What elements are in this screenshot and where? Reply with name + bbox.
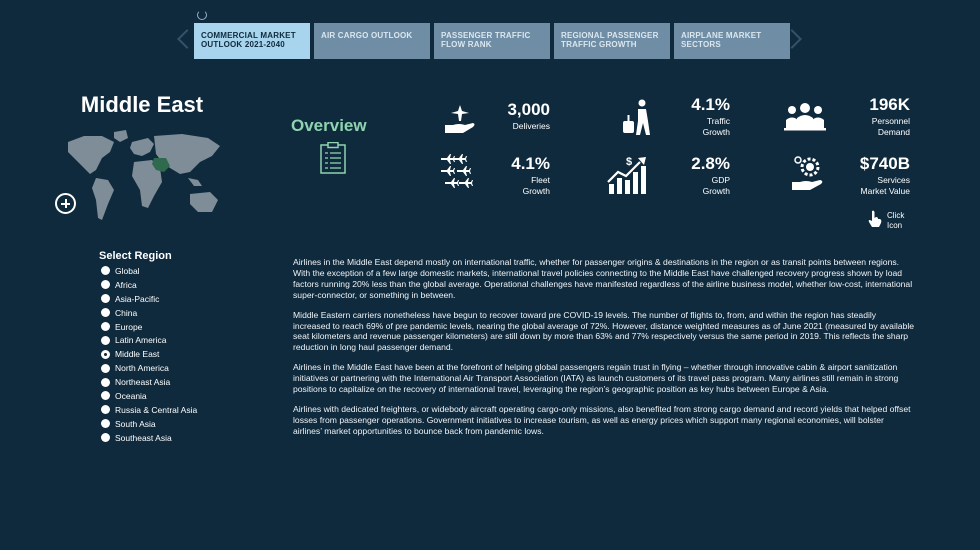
services-market-value: $740B xyxy=(859,154,910,173)
region-option-middle-east[interactable]: Middle East xyxy=(101,347,197,361)
region-option-southeast-asia[interactable]: Southeast Asia xyxy=(101,431,197,445)
paragraph: Airlines in the Middle East depend mostly on international traffic, whether for passenger origins & destinations in the region or as transit points between regions. With the exception of a few large domestic markets, international travel policies connecting to the Middle East have challenged recovery progress shown by load factors running 20% less than the global average. Operational challenges have manifested regardless of the airline business model, whether low-cost, international super-connector, or something in between. xyxy=(293,257,913,300)
radio-button[interactable] xyxy=(101,336,110,345)
radio-button[interactable] xyxy=(101,391,110,400)
svg-text:$: $ xyxy=(626,156,633,168)
paragraph: Middle Eastern carriers nonetheless have begun to recover toward pre COVID-19 levels. The number of flights to, from, and within the region has steadily increased to reach 69% of pre pandemic levels, nearing the global average of 72%. However, distance weighted measures as of June 2021 (measured by available seat kilometers and revenue passenger kilometers) are still down by more than 63% and 77% respectively versus the same period in 2019. This reflects the sharp reduction in long haul passenger demand. xyxy=(293,309,915,353)
fleet-growth-label-2: Growth xyxy=(522,186,550,196)
region-description xyxy=(293,257,915,446)
radio-button[interactable] xyxy=(101,308,110,317)
fleet-growth-label-1: Fleet xyxy=(531,175,550,185)
tab-passenger-traffic-flow-rank[interactable]: PASSENGER TRAFFIC FLOW RANK xyxy=(434,23,550,59)
gdp-growth-chart-icon[interactable] xyxy=(606,154,652,196)
personnel-demand-label-2: Demand xyxy=(877,127,910,137)
region-option-south-asia[interactable]: South Asia xyxy=(101,417,197,431)
region-option-russia-central-asia[interactable]: Russia & Central Asia xyxy=(101,403,197,417)
region-title: Middle East xyxy=(80,92,204,117)
click-icon-hint: Click Icon xyxy=(887,211,905,230)
radio-button[interactable] xyxy=(101,322,110,331)
traffic-growth-value: 4.1% xyxy=(691,95,730,114)
region-option-europe[interactable]: Europe xyxy=(101,320,197,334)
region-option-global[interactable]: Global xyxy=(101,264,197,278)
radio-button[interactable] xyxy=(101,433,110,442)
region-option-oceania[interactable]: Oceania xyxy=(101,389,197,403)
region-option-asia-pacific[interactable]: Asia-Pacific xyxy=(101,292,197,306)
refresh-icon[interactable] xyxy=(197,10,207,20)
region-option-north-america[interactable]: North America xyxy=(101,361,197,375)
services-gear-hand-icon[interactable] xyxy=(790,154,828,192)
services-market-label-1: Services xyxy=(877,175,910,185)
clipboard-icon[interactable] xyxy=(320,142,346,174)
services-market-label-2: Market Value xyxy=(860,186,910,196)
traffic-growth-label-2: Growth xyxy=(702,127,730,137)
airplane-fleet-icon[interactable] xyxy=(439,152,477,192)
traffic-growth-label-1: Traffic xyxy=(706,116,730,126)
gdp-growth-value: 2.8% xyxy=(691,154,730,173)
radio-button[interactable] xyxy=(101,266,110,275)
gdp-growth-label-1: GDP xyxy=(711,175,730,185)
deliveries-label: Deliveries xyxy=(512,121,550,131)
gdp-growth-label-2: Growth xyxy=(702,186,730,196)
tab-airplane-market-sectors[interactable]: AIRPLANE MARKET SECTORS xyxy=(674,23,790,59)
personnel-demand-value: 196K xyxy=(869,95,910,114)
tab-regional-passenger-traffic-growth[interactable]: REGIONAL PASSENGER TRAFFIC GROWTH xyxy=(554,23,670,59)
personnel-group-icon[interactable] xyxy=(784,102,826,132)
fleet-growth-value: 4.1% xyxy=(511,154,550,173)
personnel-demand-label-1: Personnel xyxy=(871,116,910,126)
radio-button[interactable] xyxy=(101,378,110,387)
paragraph: Airlines with dedicated freighters, or widebody aircraft operating cargo-only missions, also benefited from strong cargo demand and record yields that helped offset losses from passenger operations. Government initiatives to increase tourism, as well as energy prices which support many regional economies, will bolster airlines’ market opportunities to bounce back from pandemic lows. xyxy=(293,403,911,436)
tab-air-cargo-outlook[interactable]: AIR CARGO OUTLOOK xyxy=(314,23,430,59)
overview-title: Overview xyxy=(291,116,367,135)
paragraph: Airlines in the Middle East have been at the forefront of helping global passengers regain trust in flying – whether through innovative cabin & airport sanitization initiatives or partnering with the International Air Transport Association (IATA) as launch customers of its travel pass program. Many airlines still remain in strong positions to capitalize on the recovery of international travel, leveraging the region’s geographic position as key hubs between Europe & Asia. xyxy=(293,362,899,395)
region-option-china[interactable]: China xyxy=(101,306,197,320)
tab-bar xyxy=(194,23,790,59)
select-region-label: Select Region xyxy=(99,250,172,262)
region-option-latin-america[interactable]: Latin America xyxy=(101,333,197,347)
traveler-luggage-icon[interactable] xyxy=(620,99,654,137)
deliveries-value: 3,000 xyxy=(507,100,550,119)
radio-button[interactable] xyxy=(101,405,110,414)
radio-button-selected[interactable] xyxy=(101,350,110,359)
radio-button[interactable] xyxy=(101,294,110,303)
radio-button[interactable] xyxy=(101,364,110,373)
region-option-northeast-asia[interactable]: Northeast Asia xyxy=(101,375,197,389)
radio-button[interactable] xyxy=(101,419,110,428)
zoom-in-button[interactable] xyxy=(55,193,76,214)
region-radio-list xyxy=(101,264,197,445)
deliveries-icon[interactable] xyxy=(443,103,477,135)
tab-commercial-market-outlook[interactable]: COMMERCIAL MARKET OUTLOOK 2021-2040 xyxy=(194,23,310,59)
world-map-icon[interactable] xyxy=(62,128,227,228)
region-option-africa[interactable]: Africa xyxy=(101,278,197,292)
hand-pointer-icon xyxy=(867,210,883,228)
radio-button[interactable] xyxy=(101,280,110,289)
